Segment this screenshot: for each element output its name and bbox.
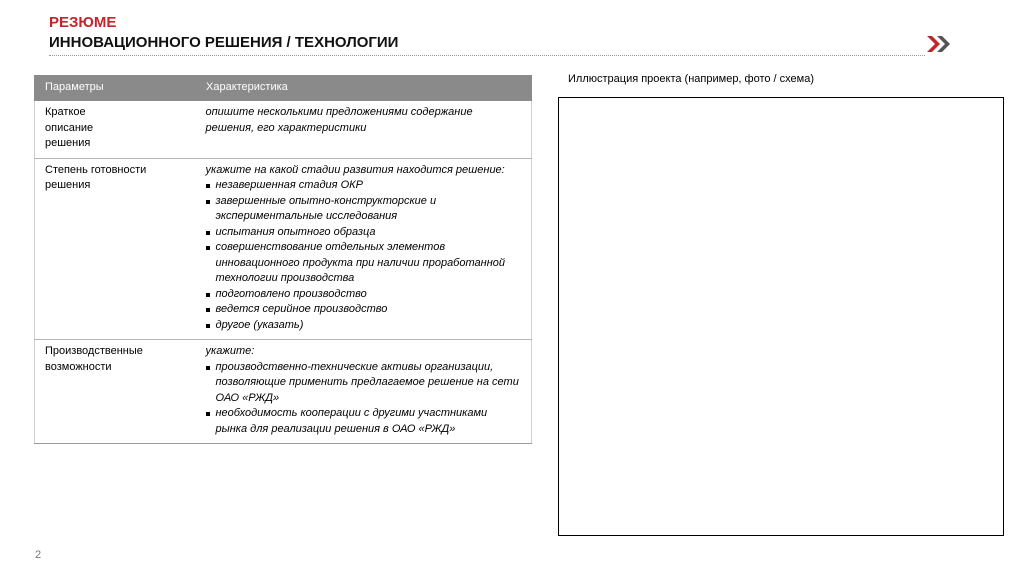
characteristic-intro: укажите на какой стадии развития находится решение: <box>205 163 505 176</box>
row-param-description <box>35 101 196 159</box>
list-item: завершенные опытно-конструкторские и экспериментальные исследования <box>206 194 522 225</box>
list-item: совершенствование отдельных элементов инновационного продукта при наличии проработанной технологии производства <box>206 240 522 287</box>
double-chevron-right-icon <box>927 34 953 54</box>
column-header-characteristics: Характеристика <box>196 76 532 101</box>
table-row <box>35 340 532 444</box>
production-bullet-list <box>206 360 522 438</box>
param-label: Производственные возможности <box>45 345 143 373</box>
column-header-parameters: Параметры <box>35 76 196 101</box>
logo-chevron-red <box>927 36 940 52</box>
row-characteristic-readiness <box>196 158 532 340</box>
list-item: другое (указать) <box>206 318 522 334</box>
row-param-production <box>35 340 196 444</box>
row-param-readiness <box>35 158 196 340</box>
page-number: 2 <box>35 549 42 561</box>
table-row <box>35 101 532 159</box>
page-title-line2: ИННОВАЦИОННОГО РЕШЕНИЯ / ТЕХНОЛОГИИ <box>49 34 399 51</box>
list-item: подготовлено производство <box>206 287 522 303</box>
table-row <box>35 158 532 340</box>
table-header-row <box>35 76 532 101</box>
illustration-placeholder <box>558 97 1004 536</box>
row-characteristic-production <box>196 340 532 444</box>
list-item: незавершенная стадия ОКР <box>206 178 522 194</box>
list-item: необходимость кооперации с другими участниками рынка для реализации решения в ОАО «РЖД» <box>206 406 522 437</box>
row-characteristic-description <box>196 101 532 159</box>
readiness-bullet-list <box>206 178 522 333</box>
characteristic-intro: опишите несколькими предложениями содержание решения, его характеристики <box>205 106 473 134</box>
param-label: Степень готовности решения <box>45 163 147 191</box>
illustration-label: Иллюстрация проекта (например, фото / схема) <box>568 73 815 85</box>
list-item: испытания опытного образца <box>206 225 522 241</box>
characteristic-intro: укажите: <box>205 345 255 357</box>
list-item: производственно-технические активы организации, позволяющие применить предлагаемое решение на сети ОАО «РЖД» <box>206 360 522 407</box>
title-divider <box>49 55 925 56</box>
parameters-table <box>34 75 532 444</box>
list-item: ведется серийное производство <box>206 302 522 318</box>
param-label: Краткое описание решения <box>45 106 94 149</box>
page-title-line1: РЕЗЮМЕ <box>49 14 117 31</box>
